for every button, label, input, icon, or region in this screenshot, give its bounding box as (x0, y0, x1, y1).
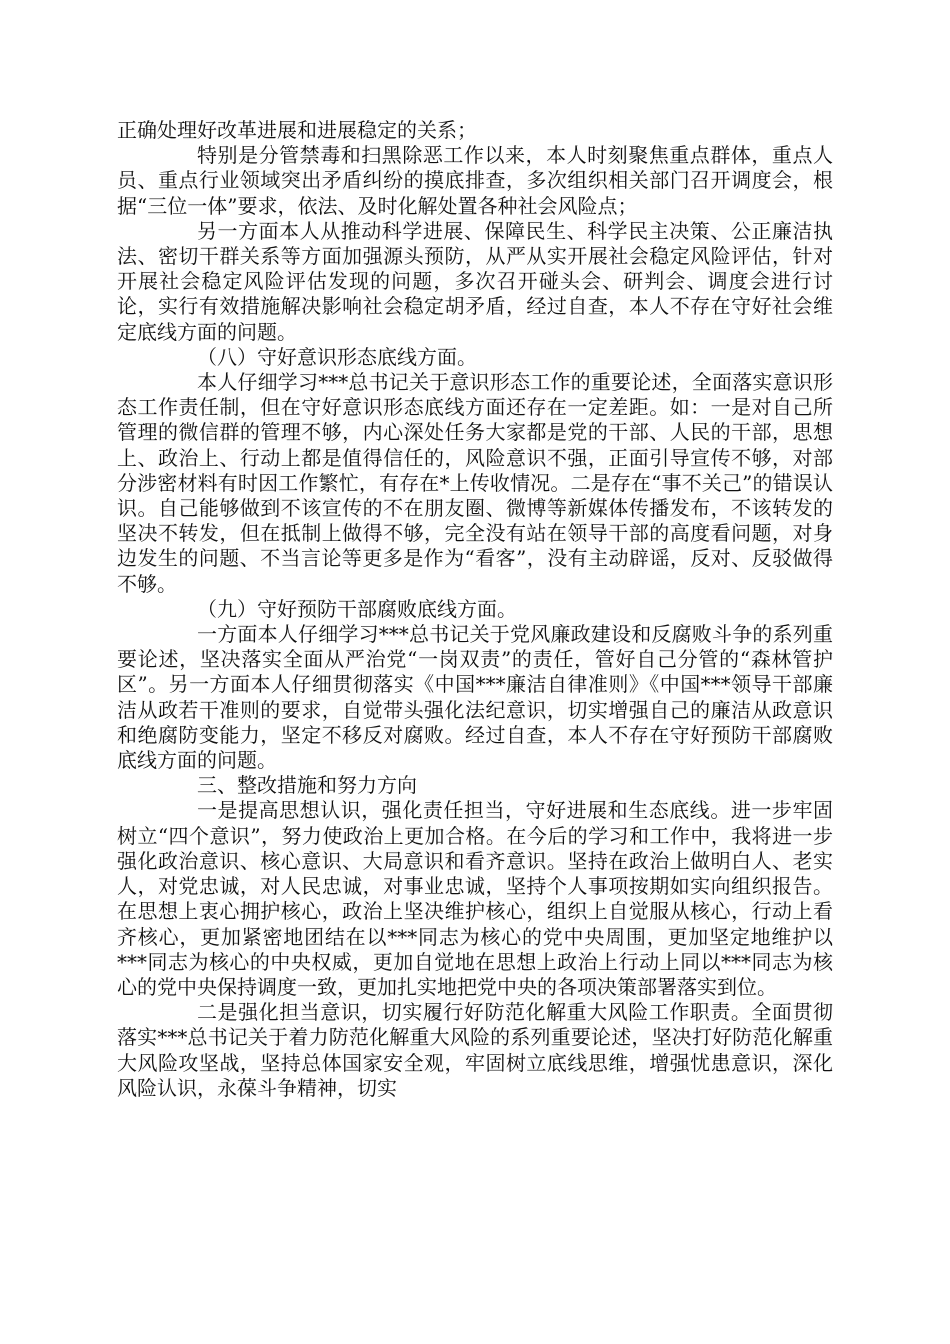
paragraph-2: 特别是分管禁毒和扫黑除恶工作以来，本人时刻聚焦重点群体，重点人员、重点行业领域突出矛盾纠纷的摸底排查，多次组织相关部门召开调度会，根据“三位一体”要求，依法、及时化解处置各种社会风险点； (117, 143, 833, 218)
paragraph-4: 本人仔细学习***总书记关于意识形态工作的重要论述，全面落实意识形态工作责任制，但在守好意识形态底线方面还存在一定差距。如：一是对自己所管理的微信群的管理不够，内心深处任务大家都是党的干部、人民的干部，思想上、政治上、行动上都是值得信任的，风险意识不强，正面引导宣传不够，对部分涉密材料有时因工作繁忙，有存在*上传收情况。二是存在“事不关己”的错误认识。自己能够做到不该宣传的不在朋友圈、微博等新媒体传播发布，不该转发的坚决不转发，但在抵制上做得不够，完全没有站在领导干部的高度看问题，对身边发生的问题、不当言论等更多是作为“看客”，没有主动辟谣，反对、反驳做得不够。 (117, 370, 833, 596)
document-page (117, 118, 833, 1101)
section-heading-3: 三、整改措施和努力方向 (197, 773, 417, 798)
paragraph-3: 另一方面本人从推动科学进展、保障民生、科学民主决策、公正廉洁执法、密切干群关系等方面加强源头预防，从严从实开展社会稳定风险评估，针对开展社会稳定风险评估发现的问题，多次召开碰头会、研判会、调度会进行讨论，实行有效措施解决影响社会稳定胡矛盾，经过自查，本人不存在守好社会维定底线方面的问题。 (117, 218, 833, 344)
section-heading-9: （九）守好预防干部腐败底线方面。 (197, 596, 517, 621)
paragraph-6: 一是提高思想认识，强化责任担当，守好进展和生态底线。进一步牢固树立“四个意识”，努力使政治上更加合格。在今后的学习和工作中，我将进一步强化政治意识、核心意识、大局意识和看齐意识。坚持在政治上做明白人、老实人，对党忠诚，对人民忠诚，对事业忠诚，坚持个人事项按期如实向组织报告。在思想上衷心拥护核心，政治上坚决维护核心，组织上自觉服从核心，行动上看齐核心，更加紧密地团结在以***同志为核心的党中央周围，更加坚定地维护以***同志为核心的中央权威，更加自觉地在思想上政治上行动上同以***同志为核心的党中央保持调度一致，更加扎实地把党中央的各项决策部署落实到位。 (117, 798, 833, 999)
paragraph-7: 二是强化担当意识，切实履行好防范化解重大风险工作职责。全面贯彻落实***总书记关于着力防范化解重大风险的系列重要论述，坚决打好防范化解重大风险攻坚战，坚持总体国家安全观，牢固树立底线思维，增强忧患意识，深化风险认识，永葆斗争精神，切实 (117, 1000, 833, 1100)
paragraph-5: 一方面本人仔细学习***总书记关于党风廉政建设和反腐败斗争的系列重要论述，坚决落实全面从严治党“一岗双责”的责任，管好自己分管的“森林管护区”。另一方面本人仔细贯彻落实《中国***廉洁自律准则》《中国***领导干部廉洁从政若干准则的要求，自觉带头强化法纪意识，切实增强自己的廉洁从政意识和绝腐防变能力，坚定不移反对腐败。经过自查，本人不存在守好预防干部腐败底线方面的问题。 (117, 622, 833, 773)
section-heading-8: （八）守好意识形态底线方面。 (197, 344, 477, 369)
paragraph-1: 正确处理好改革进展和进展稳定的关系； (117, 118, 477, 142)
